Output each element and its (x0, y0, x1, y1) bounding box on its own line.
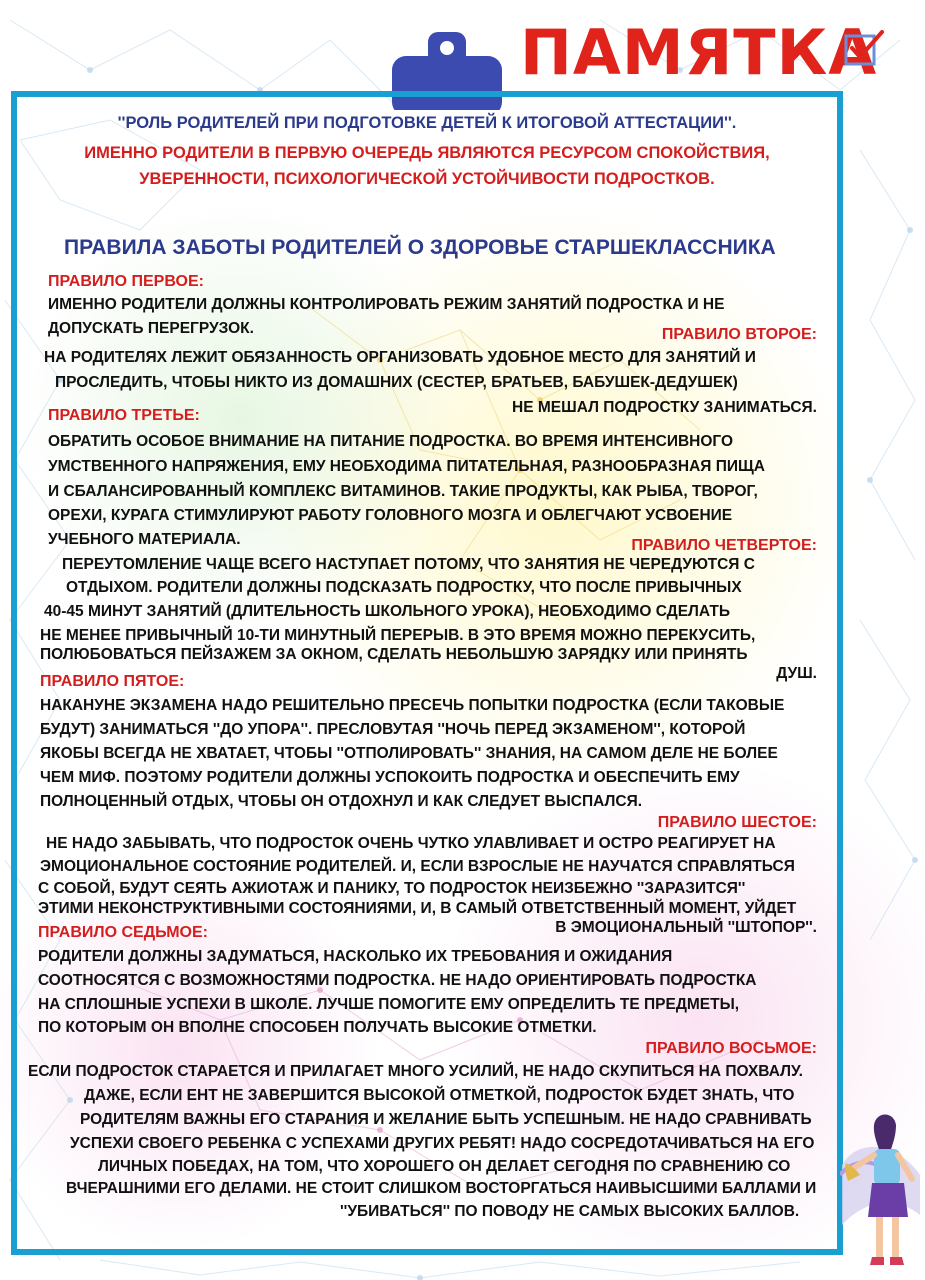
rule-5-title: ПРАВИЛО ПЯТОЕ: (40, 673, 185, 690)
rule-8-line: ДАЖЕ, ЕСЛИ ЕНТ НЕ ЗАВЕРШИТСЯ ВЫСОКОЙ ОТМЕТКОЙ, ПОДРОСТОК БУДЕТ ЗНАТЬ, ЧТО (84, 1087, 795, 1104)
girl-illustration (840, 1105, 925, 1270)
rule-5-line: НАКАНУНЕ ЭКЗАМЕНА НАДО РЕШИТЕЛЬНО ПРЕСЕЧЬ ПОПЫТКИ ПОДРОСТКА (ЕСЛИ ТАКОВЫЕ (40, 697, 785, 714)
rule-2-line: НЕ МЕШАЛ ПОДРОСТКУ ЗАНИМАТЬСЯ. (512, 399, 817, 416)
intro-line-1: ИМЕННО РОДИТЕЛИ В ПЕРВУЮ ОЧЕРЕДЬ ЯВЛЯЮТСЯ РЕСУРСОМ СПОКОЙСТВИЯ, (84, 144, 770, 162)
rule-5-line: БУДУТ) ЗАНИМАТЬСЯ ''ДО УПОРА''. ПРЕСЛОВУТАЯ ''НОЧЬ ПЕРЕД ЭКЗАМЕНОМ'', КОТОРОЙ (40, 721, 746, 738)
rule-3-line: УЧЕБНОГО МАТЕРИАЛА. (48, 531, 241, 548)
rule-4-line: ДУШ. (776, 665, 817, 682)
rule-7-title: ПРАВИЛО СЕДЬМОЕ: (38, 924, 208, 941)
rule-4-title: ПРАВИЛО ЧЕТВЕРТОЕ: (631, 537, 817, 554)
rule-4-line: НЕ МЕНЕЕ ПРИВЫЧНЫЙ 10-ТИ МИНУТНЫЙ ПЕРЕРЫВ. В ЭТО ВРЕМЯ МОЖНО ПЕРЕКУСИТЬ, (40, 627, 756, 644)
section-heading: ПРАВИЛА ЗАБОТЫ РОДИТЕЛЕЙ О ЗДОРОВЬЕ СТАРШЕКЛАССНИКА (64, 236, 776, 259)
rule-3-title: ПРАВИЛО ТРЕТЬЕ: (48, 407, 200, 424)
rule-8-line: ЛИЧНЫХ ПОБЕДАХ, НА ТОМ, ЧТО ХОРОШЕГО ОН ДЕЛАЕТ СЕГОДНЯ ПО СРАВНЕНИЮ СО (98, 1158, 791, 1175)
rule-6-line: ЭТИМИ НЕКОНСТРУКТИВНЫМИ СОСТОЯНИЯМИ, И, В САМЫЙ ОТВЕТСТВЕННЫЙ МОМЕНТ, УЙДЕТ (38, 900, 797, 917)
rule-7-line: СООТНОСЯТСЯ С ВОЗМОЖНОСТЯМИ ПОДРОСТКА. НЕ НАДО ОРИЕНТИРОВАТЬ ПОДРОСТКА (38, 972, 757, 989)
rule-6-line: В ЭМОЦИОНАЛЬНЫЙ ''ШТОПОР''. (555, 919, 817, 936)
rule-4-line: ПОЛЮБОВАТЬСЯ ПЕЙЗАЖЕМ ЗА ОКНОМ, СДЕЛАТЬ НЕБОЛЬШУЮ ЗАРЯДКУ ИЛИ ПРИНЯТЬ (40, 646, 748, 663)
rule-8-title: ПРАВИЛО ВОСЬМОЕ: (645, 1040, 817, 1057)
rule-4-line: ОТДЫХОМ. РОДИТЕЛИ ДОЛЖНЫ ПОДСКАЗАТЬ ПОДРОСТКУ, ЧТО ПОСЛЕ ПРИВЫЧНЫХ (66, 579, 742, 596)
rule-2-line: ПРОСЛЕДИТЬ, ЧТОБЫ НИКТО ИЗ ДОМАШНИХ (СЕСТЕР, БРАТЬЕВ, БАБУШЕК-ДЕДУШЕК) (55, 374, 738, 391)
rule-7-line: НА СПЛОШНЫЕ УСПЕХИ В ШКОЛЕ. ЛУЧШЕ ПОМОГИТЕ ЕМУ ОПРЕДЕЛИТЬ ТЕ ПРЕДМЕТЫ, (38, 996, 740, 1013)
rule-6-title: ПРАВИЛО ШЕСТОЕ: (657, 814, 817, 831)
rule-5-line: ПОЛНОЦЕННЫЙ ОТДЫХ, ЧТОБЫ ОН ОТДОХНУЛ И КАК СЛЕДУЕТ ВЫСПАЛСЯ. (40, 793, 643, 810)
rule-6-line: НЕ НАДО ЗАБЫВАТЬ, ЧТО ПОДРОСТОК ОЧЕНЬ ЧУТКО УЛАВЛИВАЕТ И ОСТРО РЕАГИРУЕТ НА (46, 835, 776, 852)
rule-5-line: ЯКОБЫ ВСЕГДА НЕ ХВАТАЕТ, ЧТОБЫ ''ОТПОЛИРОВАТЬ'' ЗНАНИЯ, НА САМОМ ДЕЛЕ НЕ БОЛЕЕ (40, 745, 778, 762)
rule-5-line: ЧЕМ МИФ. ПОЭТОМУ РОДИТЕЛИ ДОЛЖНЫ УСПОКОИТЬ ПОДРОСТКА И ОБЕСПЕЧИТЬ ЕМУ (40, 769, 740, 786)
checkbox-checked-icon (842, 26, 888, 72)
rule-3-line: ОБРАТИТЬ ОСОБОЕ ВНИМАНИЕ НА ПИТАНИЕ ПОДРОСТКА. ВО ВРЕМЯ ИНТЕНСИВНОГО (48, 433, 734, 450)
rule-8-line: УСПЕХИ СВОЕГО РЕБЕНКА С УСПЕХАМИ ДРУГИХ РЕБЯТ! НАДО СОСРЕДОТАЧИВАТЬСЯ НА ЕГО (70, 1135, 815, 1152)
rule-4-line: 40-45 МИНУТ ЗАНЯТИЙ (ДЛИТЕЛЬНОСТЬ ШКОЛЬНОГО УРОКА), НЕОБХОДИМО СДЕЛАТЬ (44, 603, 730, 620)
rule-8-line: ''УБИВАТЬСЯ'' ПО ПОВОДУ НЕ САМЫХ ВЫСОКИХ БАЛЛОВ. (340, 1203, 800, 1220)
rule-4-line: ПЕРЕУТОМЛЕНИЕ ЧАЩЕ ВСЕГО НАСТУПАЕТ ПОТОМУ, ЧТО ЗАНЯТИЯ НЕ ЧЕРЕДУЮТСЯ С (62, 556, 755, 573)
rule-3-line: ОРЕХИ, КУРАГА СТИМУЛИРУЮТ РАБОТУ ГОЛОВНОГО МОЗГА И ОБЛЕГЧАЮТ УСВОЕНИЕ (48, 507, 733, 524)
rule-8-line: ВЧЕРАШНИМИ ЕГО ДЕЛАМИ. НЕ СТОИТ СЛИШКОМ ВОСТОРГАТЬСЯ НАИВЫСШИМИ БАЛЛАМИ И (66, 1180, 817, 1197)
rule-1-line: ИМЕННО РОДИТЕЛИ ДОЛЖНЫ КОНТРОЛИРОВАТЬ РЕЖИМ ЗАНЯТИЙ ПОДРОСТКА И НЕ (48, 296, 725, 313)
rule-1-line: ДОПУСКАТЬ ПЕРЕГРУЗОК. (48, 320, 254, 337)
rule-3-line: УМСТВЕННОГО НАПРЯЖЕНИЯ, ЕМУ НЕОБХОДИМА ПИТАТЕЛЬНАЯ, РАЗНООБРАЗНАЯ ПИЩА (48, 458, 765, 475)
rule-6-line: ЭМОЦИОНАЛЬНОЕ СОСТОЯНИЕ РОДИТЕЛЕЙ. И, ЕСЛИ ВЗРОСЛЫЕ НЕ НАУЧАТСЯ СПРАВЛЯТЬСЯ (40, 858, 795, 875)
rule-6-line: С СОБОЙ, БУДУТ СЕЯТЬ АЖИОТАЖ И ПАНИКУ, ТО ПОДРОСТОК НЕИЗБЕЖНО ''ЗАРАЗИТСЯ'' (38, 880, 746, 897)
rule-7-line: ПО КОТОРЫМ ОН ВПОЛНЕ СПОСОБЕН ПОЛУЧАТЬ ВЫСОКИЕ ОТМЕТКИ. (38, 1019, 597, 1036)
page-title: ПАМЯТКА (520, 16, 878, 89)
rule-1-title: ПРАВИЛО ПЕРВОЕ: (48, 273, 204, 290)
rule-2-line: НА РОДИТЕЛЯХ ЛЕЖИТ ОБЯЗАННОСТЬ ОРГАНИЗОВАТЬ УДОБНОЕ МЕСТО ДЛЯ ЗАНЯТИЙ И (44, 349, 756, 366)
rule-2-title: ПРАВИЛО ВТОРОЕ: (661, 326, 817, 343)
intro-quote: ''РОЛЬ РОДИТЕЛЕЙ ПРИ ПОДГОТОВКЕ ДЕТЕЙ К ИТОГОВОЙ АТТЕСТАЦИИ''. (117, 114, 737, 132)
rule-3-line: И СБАЛАНСИРОВАННЫЙ КОМПЛЕКС ВИТАМИНОВ. ТАКИЕ ПРОДУКТЫ, КАК РЫБА, ТВОРОГ, (48, 483, 758, 500)
rule-8-line: ЕСЛИ ПОДРОСТОК СТАРАЕТСЯ И ПРИЛАГАЕТ МНОГО УСИЛИЙ, НЕ НАДО СКУПИТЬСЯ НА ПОХВАЛУ. (28, 1063, 803, 1080)
rule-7-line: РОДИТЕЛИ ДОЛЖНЫ ЗАДУМАТЬСЯ, НАСКОЛЬКО ИХ ТРЕБОВАНИЯ И ОЖИДАНИЯ (38, 948, 673, 965)
rule-8-line: РОДИТЕЛЯМ ВАЖНЫ ЕГО СТАРАНИЯ И ЖЕЛАНИЕ БЫТЬ УСПЕШНЫМ. НЕ НАДО СРАВНИВАТЬ (80, 1111, 812, 1128)
intro-line-2: УВЕРЕННОСТИ, ПСИХОЛОГИЧЕСКОЙ УСТОЙЧИВОСТИ ПОДРОСТКОВ. (139, 170, 715, 188)
